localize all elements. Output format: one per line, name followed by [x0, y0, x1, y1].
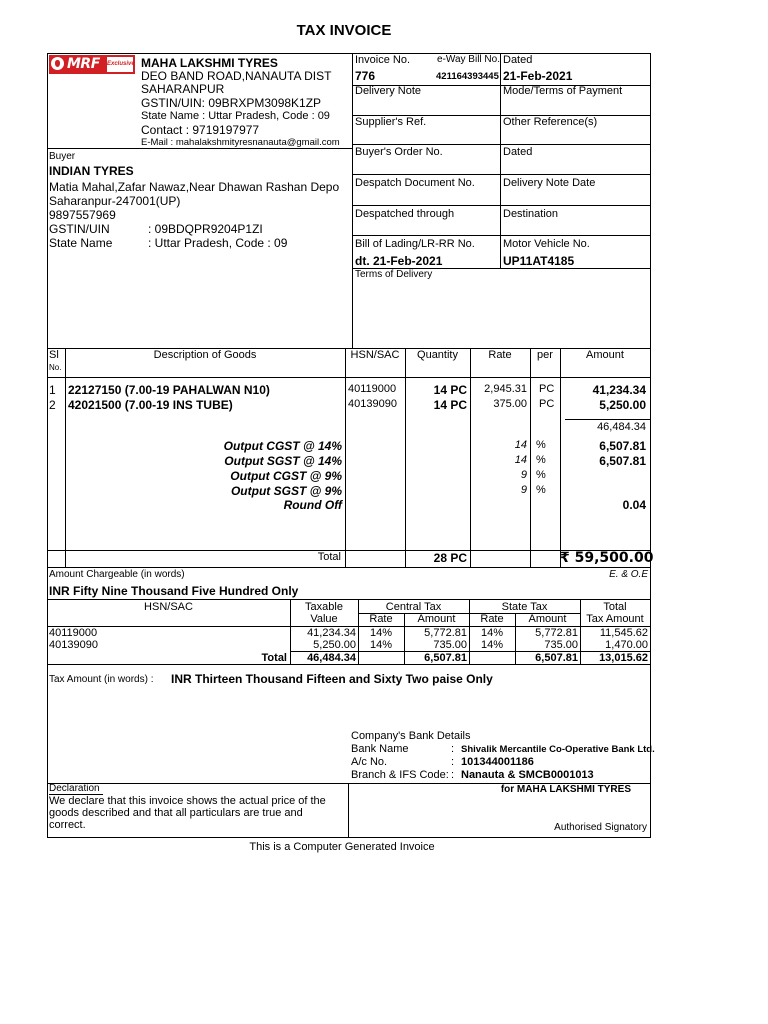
hsn-total-c-amt: 6,507.81	[424, 652, 467, 664]
seller-state: State Name : Uttar Pradesh, Code : 09	[141, 110, 330, 122]
tax-words-label: Tax Amount (in words) :	[49, 674, 154, 685]
tax-rate: 9	[520, 484, 527, 496]
buyer-address1: Matia Mahal,Zafar Nawaz,Near Dhawan Rashan Depo	[49, 180, 340, 194]
item-qty: 14 PC	[433, 398, 467, 412]
item-rate: 2,945.31	[484, 383, 527, 395]
hsn-total-s-amt: 6,507.81	[535, 652, 578, 664]
seller-address1: DEO BAND ROAD,NANAUTA DIST	[141, 69, 332, 83]
hsn-col-tax-amount: Tax Amount	[586, 613, 644, 625]
destination: Destination	[503, 208, 559, 220]
buyer-gstin-label: GSTIN/UIN	[49, 222, 110, 236]
buyer-label: Buyer	[49, 151, 76, 162]
hsn-col-total: Total	[603, 601, 627, 613]
motor-vehicle-value: UP11AT4185	[503, 254, 575, 268]
hsn-row-total: 11,545.62	[599, 627, 648, 639]
hsn-col-s-rate: Rate	[480, 613, 504, 625]
buyer-state-label: State Name	[49, 236, 113, 250]
bill-of-lading: Bill of Lading/LR-RR No.	[355, 238, 475, 250]
hsn-total-taxable: 46,484.34	[307, 652, 356, 664]
item-qty: 14 PC	[433, 383, 467, 397]
frame-top	[47, 53, 651, 54]
buyers-order: Buyer's Order No.	[355, 146, 443, 158]
hsn-row-taxable: 41,234.34	[307, 627, 356, 639]
hsn-col-central: Central Tax	[385, 601, 442, 613]
suppliers-ref: Supplier's Ref.	[355, 116, 427, 128]
signature-for: for MAHA LAKSHMI TYRES	[500, 784, 631, 795]
hsn-row-total: 1,470.00	[605, 639, 648, 651]
delivery-note-date: Delivery Note Date	[503, 177, 596, 189]
declaration-title: Declaration	[49, 783, 100, 794]
hsn-col-hsn: HSN/SAC	[144, 601, 193, 613]
hsn-bottom	[47, 664, 651, 665]
hsn-row-s-amt: 5,772.81	[535, 627, 578, 639]
round-off-amount: 0.04	[622, 498, 646, 512]
total-label: Total	[317, 551, 341, 563]
declaration-divider	[348, 783, 349, 838]
col-rate: Rate	[488, 349, 512, 361]
eoe: E. & O.E	[609, 569, 648, 580]
bank-branch-label: Branch & IFS Code:	[351, 769, 449, 781]
tax-label: Output SGST @ 9%	[230, 484, 342, 498]
item-description: 42021500 (7.00-19 INS TUBE)	[68, 398, 233, 412]
bank-title: Company's Bank Details	[351, 730, 471, 742]
invoice-no: 776	[355, 69, 376, 83]
tax-rate: 14	[514, 439, 527, 451]
tax-label: Output SGST @ 14%	[224, 454, 342, 468]
item-rate: 375.00	[493, 398, 527, 410]
item-sl: 1	[49, 383, 56, 397]
hsn-row-taxable: 5,250.00	[313, 639, 356, 651]
frame-right	[650, 53, 651, 838]
buyer-phone: 9897557969	[49, 208, 116, 222]
header-divider	[352, 53, 353, 348]
tax-per: %	[536, 439, 546, 451]
frame-bottom	[47, 837, 651, 838]
subtotal-line	[565, 419, 650, 420]
goods-col	[345, 348, 346, 568]
round-off-label: Round Off	[283, 498, 342, 512]
logo-tag: Exclusive	[107, 57, 133, 72]
seller-gstin: GSTIN/UIN: 09BRXPM3098K1ZP	[141, 96, 322, 110]
item-per: PC	[539, 383, 555, 395]
bank-ac-label: A/c No.	[351, 756, 388, 768]
meta-line	[352, 174, 651, 175]
dated2-label: Dated	[503, 146, 533, 158]
hsn-row-c-amt: 5,772.81	[424, 627, 467, 639]
tax-label: Output CGST @ 9%	[230, 469, 342, 483]
mode-terms: Mode/Terms of Payment	[503, 85, 623, 97]
bank-colon: :	[451, 743, 455, 755]
hsn-row-s-rate: 14%	[480, 639, 504, 651]
hsn-col-c-rate: Rate	[369, 613, 393, 625]
hsn-total-tax: 13,015.62	[599, 652, 648, 664]
bank-colon: :	[451, 756, 455, 768]
bank-name-value: Shivalik Mercantile Co-Operative Bank Ltd.	[461, 744, 655, 755]
item-hsn: 40119000	[348, 383, 397, 395]
logo-brand: MRF	[67, 56, 100, 72]
item-per: PC	[539, 398, 555, 410]
tax-per: %	[536, 454, 546, 466]
dated-value: 21-Feb-2021	[503, 69, 573, 83]
meta-line	[352, 144, 651, 145]
buyer-name: INDIAN TYRES	[49, 164, 134, 178]
hsn-col-taxable: Taxable	[305, 601, 343, 613]
col-sl: Sl	[49, 349, 59, 361]
hsn-col-c-amount: Amount	[417, 613, 456, 625]
meta-line	[500, 53, 501, 85]
meta-line	[352, 235, 651, 236]
hsn-row-c-amt: 735.00	[433, 639, 467, 651]
hsn-row-hsn: 40139090	[49, 639, 98, 651]
bill-of-lading-value: dt. 21-Feb-2021	[355, 254, 443, 268]
despatched-through: Despatched through	[355, 208, 455, 220]
item-description: 22127150 (7.00-19 PAHALWAN N10)	[68, 383, 270, 397]
col-amount: Amount	[586, 349, 624, 361]
total-qty: 28 PC	[433, 551, 467, 565]
bank-branch-value: Nanauta & SMCB0001013	[461, 769, 594, 781]
seller-buyer-divider	[47, 148, 353, 149]
tax-amount: 6,507.81	[599, 454, 646, 468]
hsn-row-hsn: 40119000	[49, 627, 98, 639]
terms-delivery: Terms of Delivery	[355, 269, 433, 280]
tax-rate: 14	[514, 454, 527, 466]
buyer-state-value: : Uttar Pradesh, Code : 09	[148, 236, 288, 250]
seller-address2: SAHARANPUR	[141, 82, 225, 96]
meta-line	[352, 205, 651, 206]
total-amount: ₹ 59,500.00	[560, 550, 654, 566]
frame-left	[47, 53, 48, 838]
goods-col	[405, 348, 406, 568]
tax-words-value: INR Thirteen Thousand Fifteen and Sixty Two paise Only	[171, 672, 493, 686]
mrf-seal-icon	[51, 57, 64, 70]
declaration-line1: We declare that this invoice shows the actual price of the	[49, 795, 326, 807]
col-no: No.	[49, 363, 62, 372]
delivery-note: Delivery Note	[355, 85, 422, 97]
hsn-total-label: Total	[261, 652, 287, 664]
dated-label: Dated	[503, 54, 533, 66]
mrf-logo	[49, 55, 135, 74]
total-line-bottom	[47, 567, 651, 568]
amount-words-label: Amount Chargeable (in words)	[49, 569, 185, 580]
declaration-line2: goods described and that all particulars are true and	[49, 807, 303, 819]
goods-col	[530, 348, 531, 568]
authorised-signatory: Authorised Signatory	[554, 822, 647, 833]
tax-amount: 6,507.81	[599, 439, 646, 453]
hsn-row-c-rate: 14%	[369, 627, 393, 639]
eway-no: 421164393445	[436, 71, 499, 82]
col-quantity: Quantity	[417, 349, 458, 361]
hsn-row-s-rate: 14%	[480, 627, 504, 639]
eway-label: e-Way Bill No.	[437, 54, 500, 65]
hsn-top	[47, 599, 651, 600]
col-description: Description of Goods	[153, 349, 257, 361]
seller-name: MAHA LAKSHMI TYRES	[141, 56, 278, 70]
item-sl: 2	[49, 398, 56, 412]
tax-per: %	[536, 469, 546, 481]
item-amount: 5,250.00	[599, 398, 646, 412]
amount-words-value: INR Fifty Nine Thousand Five Hundred Only	[49, 584, 299, 598]
seller-contact: Contact : 9719197977	[141, 123, 260, 137]
hsn-row-s-amt: 735.00	[544, 639, 578, 651]
despatch-doc: Despatch Document No.	[355, 177, 475, 189]
hsn-row-c-rate: 14%	[369, 639, 393, 651]
motor-vehicle: Motor Vehicle No.	[503, 238, 590, 250]
bank-name-label: Bank Name	[351, 743, 409, 755]
subtotal-amount: 46,484.34	[597, 421, 646, 433]
tax-label: Output CGST @ 14%	[223, 439, 342, 453]
hsn-col-taxable-value: Value	[310, 613, 338, 625]
item-hsn: 40139090	[348, 398, 397, 410]
footer-note: This is a Computer Generated Invoice	[249, 841, 435, 853]
buyer-address2: Saharanpur-247001(UP)	[49, 194, 181, 208]
col-per: per	[537, 349, 553, 361]
buyer-gstin-value: : 09BDQPR9204P1ZI	[148, 222, 263, 236]
item-amount: 41,234.34	[592, 383, 646, 397]
bank-colon: :	[451, 769, 455, 781]
hsn-col-s-amount: Amount	[528, 613, 567, 625]
other-ref: Other Reference(s)	[503, 116, 598, 128]
declaration-line3: correct.	[49, 819, 86, 831]
page-title: TAX INVOICE	[296, 22, 392, 39]
col-hsn: HSN/SAC	[350, 349, 400, 361]
tax-per: %	[536, 484, 546, 496]
seller-email: E-Mail : mahalakshmityresnanauta@gmail.com	[141, 137, 340, 148]
invoice-no-label: Invoice No.	[355, 54, 411, 66]
bank-ac-value: 101344001186	[461, 756, 534, 768]
hsn-col-state: State Tax	[501, 601, 548, 613]
tax-rate: 9	[520, 469, 527, 481]
